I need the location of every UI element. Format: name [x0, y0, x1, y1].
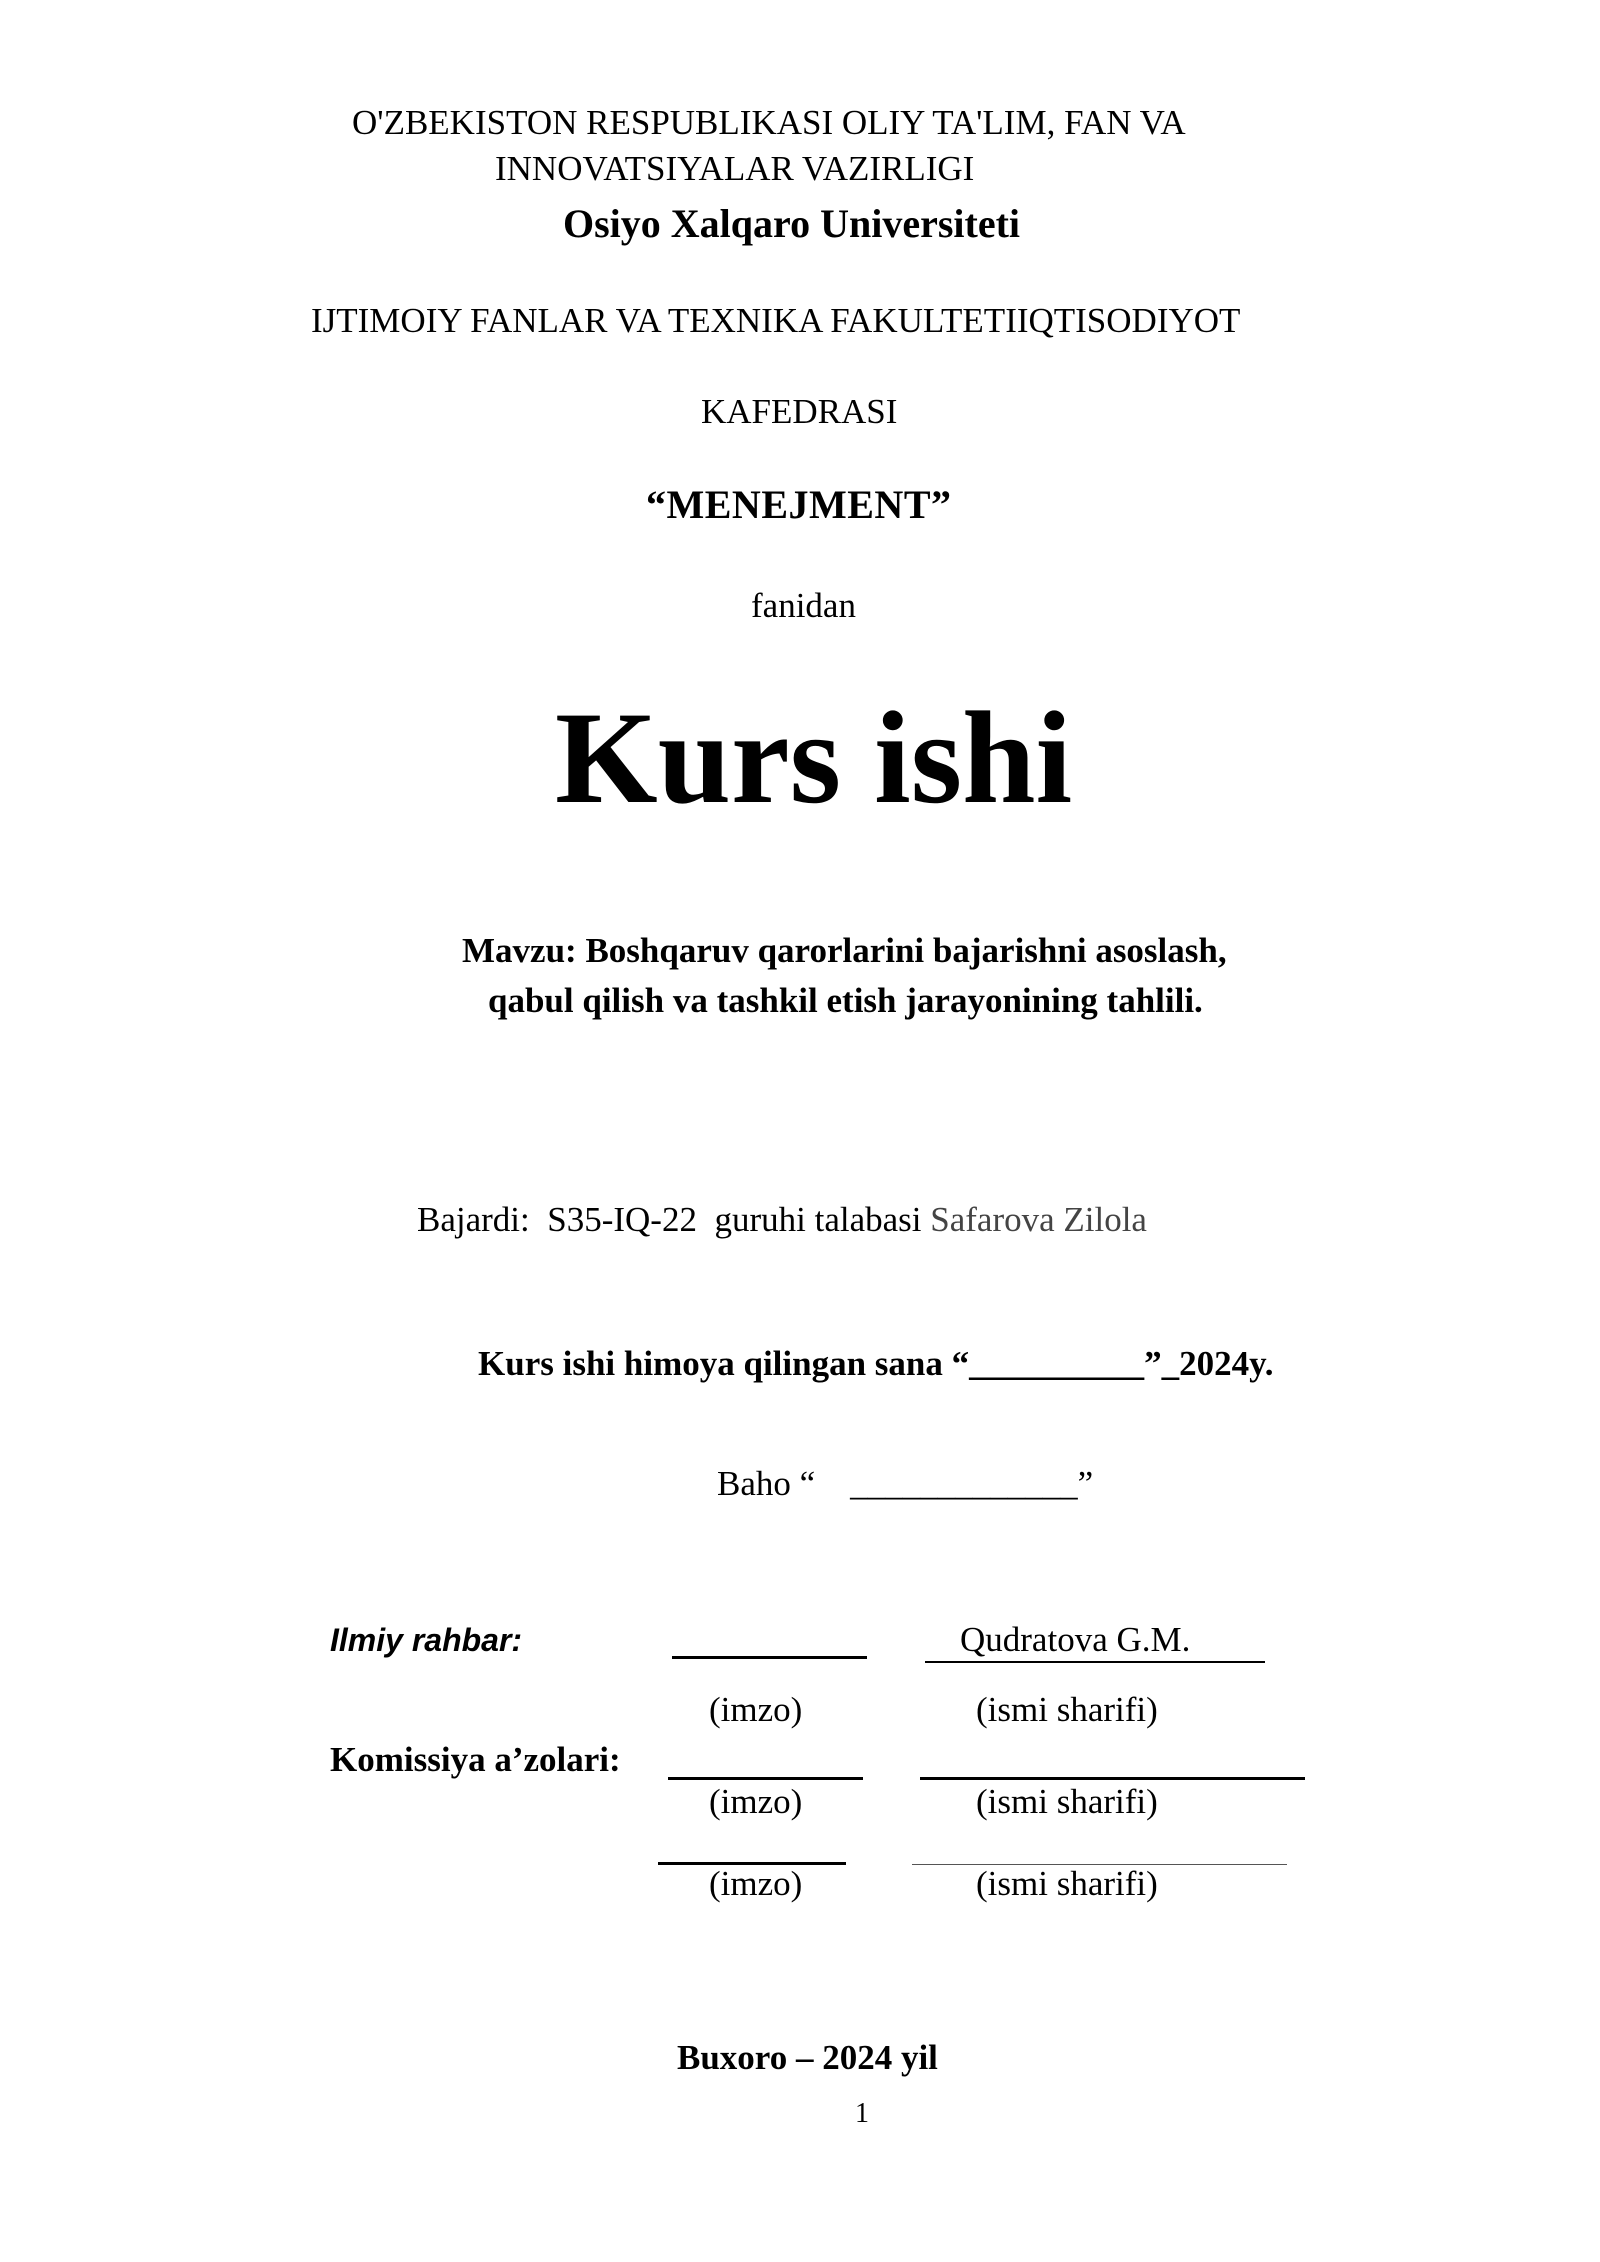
performer-label: Bajardi: [417, 1200, 530, 1239]
defense-text-after: ”_2024y. [1144, 1344, 1274, 1383]
performer-group-text: guruhi talabasi [714, 1200, 922, 1239]
department-line: KAFEDRASI [701, 392, 898, 431]
page-number: 1 [855, 2098, 869, 2129]
topic-line-1: Mavzu: Boshqaruv qarorlarini bajarishni asoslash, [462, 931, 1227, 970]
ministry-line-2: INNOVATSIYALAR VAZIRLIGI [495, 149, 975, 188]
ministry-line-1: O'ZBEKISTON RESPUBLIKASI OLIY TA'LIM, FAN VA [352, 103, 1186, 142]
city-year: Buxoro – 2024 yil [677, 2038, 938, 2077]
grade-label: Baho “ [717, 1464, 816, 1503]
supervisor-name-caption: (ismi sharifi) [976, 1690, 1158, 1729]
commission-name-caption-1: (ismi sharifi) [976, 1782, 1158, 1821]
subject-name: “MENEJMENT” [646, 482, 952, 527]
student-name: Safarova Zilola [930, 1200, 1147, 1239]
supervisor-signature-line [672, 1656, 867, 1659]
subject-suffix: fanidan [751, 586, 856, 625]
grade-close: ” [1077, 1464, 1094, 1503]
faculty-line: IJTIMOIY FANLAR VA TEXNIKA FAKULTETIIQTISODIYOT [311, 301, 1241, 340]
university-name: Osiyo Xalqaro Universiteti [563, 201, 1021, 246]
commission-label: Komissiya a’zolari: [330, 1740, 621, 1779]
document-title: Kurs ishi [555, 684, 1073, 831]
commission-name-line-1 [920, 1777, 1305, 1780]
grade-line [717, 1464, 1093, 1504]
performer-line [417, 1200, 1147, 1240]
supervisor-label: Ilmiy rahbar: [330, 1622, 523, 1658]
grade-blank: _____________ [850, 1464, 1078, 1503]
defense-date-blank: __________ [969, 1344, 1145, 1383]
topic-line-2: qabul qilish va tashkil etish jarayonining tahlili. [488, 981, 1203, 1020]
defense-text-before: Kurs ishi himoya qilingan sana “ [478, 1344, 970, 1383]
defense-date-line [478, 1344, 1273, 1384]
supervisor-name: Qudratova G.M. [960, 1620, 1191, 1659]
performer-group: S35-IQ-22 [547, 1200, 697, 1239]
commission-signature-caption-1: (imzo) [709, 1782, 803, 1821]
supervisor-signature-caption: (imzo) [709, 1690, 803, 1729]
commission-signature-line-1 [668, 1777, 863, 1780]
supervisor-name-line [925, 1661, 1265, 1663]
commission-signature-caption-2: (imzo) [709, 1864, 803, 1903]
commission-name-caption-2: (ismi sharifi) [976, 1864, 1158, 1903]
